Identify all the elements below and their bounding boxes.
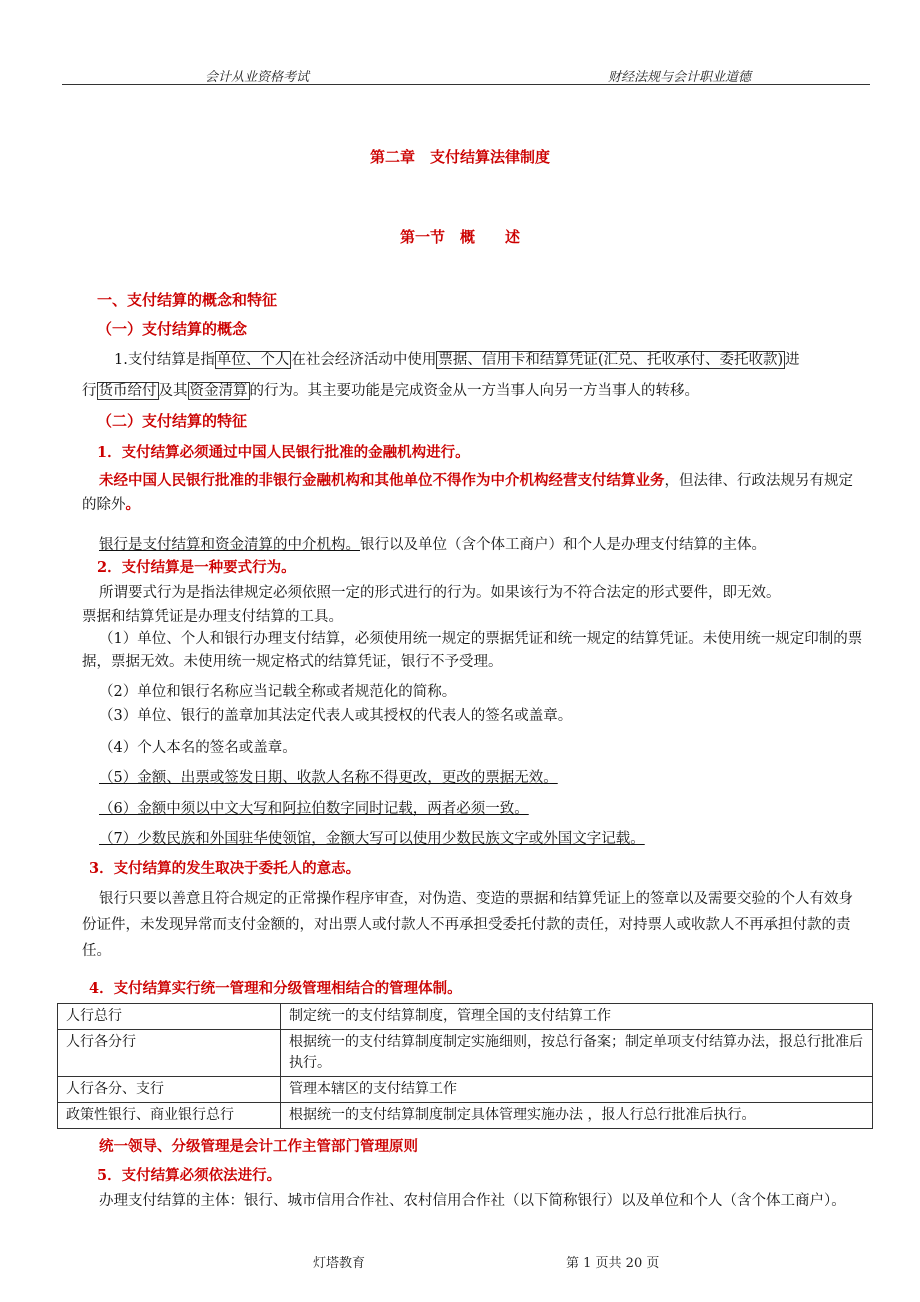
feature-2-item-6: （6）金额中须以中文大写和阿拉伯数字同时记载，两者必须一致。 [99,801,529,817]
definition-text: 及其 [158,383,188,399]
feature-2-item-4: （4）个人本名的签名或盖章。 [99,740,297,756]
feature-1-title: 1．支付结算必须通过中国人民银行批准的金融机构进行。 [97,444,470,461]
section-title: 第一节 概 述 [399,228,520,246]
feature-4-title: 4．支付结算实行统一管理和分级管理相结合的管理体制。 [89,980,462,997]
feature-2-item-2: （2）单位和银行名称应当记载全称或者规范化的简称。 [99,684,457,700]
instruments-para: 票据和结算凭证是办理支付结算的工具。 [82,609,343,625]
footer-left: 灯塔教育 [313,1256,366,1271]
feature-2-item-3: （3）单位、银行的盖章加其法定代表人或其授权的代表人的签名或盖章。 [99,708,573,724]
feature-3-title: 3．支付结算的发生取决于委托人的意志。 [89,860,361,877]
heading-concept-features: 一、支付结算的概念和特征 [97,291,278,309]
table-cell: 人行各分、支行 [58,1077,281,1103]
table-cell: 政策性银行、商业银行总行 [58,1103,281,1129]
definition-line-1 [114,348,800,369]
boxed-term-payment: 货币给付 [98,383,157,399]
heading-concept: （一）支付结算的概念 [97,320,248,338]
header-divider [62,84,870,85]
feature-2-item-1: （1）单位、个人和银行办理支付结算，必须使用统一规定的票据凭证和统一规定的结算凭证。未使用统一规定印制的票据，票据无效。未使用统一规定格式的结算凭证，银行不予受理。 [82,631,863,670]
table-row [58,1077,873,1103]
header-left: 会计从业资格考试 [205,70,310,85]
feature-1-period: 。 [125,496,140,513]
bank-intermediary-rest: 银行以及单位（含个体工商户）和个人是办理支付结算的主体。 [360,537,766,553]
table-row [58,1103,873,1129]
table-cell: 根据统一的支付结算制度制定实施细则，按总行备案；制定单项支付结算办法，报总行批准后执行。 [281,1030,873,1077]
definition-text: 在社会经济活动中使用 [291,352,437,368]
table-cell: 制定统一的支付结算制度，管理全国的支付结算工作 [281,1004,873,1030]
feature-2-item-7: （7）少数民族和外国驻华使领馆，金额大写可以使用少数民族文字或外国文字记载。 [99,831,645,847]
boxed-term-instruments: 票据、信用卡和结算凭证(汇兑、托收承付、委托收款) [438,352,784,368]
feature-3-para: 银行只要以善意且符合规定的正常操作程序审查，对伪造、变造的票据和结算凭证上的签章以及需要交验的个人有效身份证件，未发现异常而支付金额的，对出票人或付款人不再承担受委托付款的责任，对持票人或收款人不再承担付款的责任。 [82,891,853,959]
table-cell: 人行各分行 [58,1030,281,1077]
chapter-title: 第二章 支付结算法律制度 [369,148,550,166]
page-number: 第 1 页共 20 页 [566,1256,660,1271]
definition-text: 的行为。其主要功能是完成资金从一方当事人向另一方当事人的转移。 [249,383,699,399]
feature-5-title: 5．支付结算必须依法进行。 [97,1167,282,1184]
table-row [58,1004,873,1030]
feature-1-rest: ，但法律、行政法规另有规定的除外 [82,473,853,513]
bank-intermediary-underlined: 银行是支付结算和资金清算的中介机构。 [99,537,360,553]
feature-1-emphasis: 未经中国人民银行批准的非银行金融机构和其他单位不得作为中介机构经营支付结算业务 [99,472,665,489]
definition-text: 1.支付结算是指 [114,352,215,368]
heading-features: （二）支付结算的特征 [97,412,248,430]
feature-5-para: 办理支付结算的主体：银行、城市信用合作社、农村信用合作社（以下简称银行）以及单位和个人（含个体工商户）。 [99,1193,846,1209]
feature-2-title: 2．支付结算是一种要式行为。 [97,559,296,576]
table-cell: 人行总行 [58,1004,281,1030]
definition-text: 进 [785,352,800,368]
boxed-term-clearing: 资金清算 [189,383,248,399]
table-row [58,1030,873,1077]
management-principle-note: 统一领导、分级管理是会计工作主管部门管理原则 [99,1138,418,1155]
table-cell: 管理本辖区的支付结算工作 [281,1077,873,1103]
table-cell: 根据统一的支付结算制度制定具体管理实施办法 ，报人行总行批准后执行。 [281,1103,873,1129]
header-right: 财经法规与会计职业道德 [608,70,752,85]
definition-text: 行 [82,383,97,399]
feature-1-para [82,469,867,517]
boxed-term-units: 单位、个人 [216,352,290,368]
bank-intermediary-line [99,533,766,554]
formal-act-para: 所谓要式行为是指法律规定必须依照一定的形式进行的行为。如果该行为不符合法定的形式要件，即无效。 [99,585,781,601]
definition-line-2 [82,379,699,400]
feature-2-item-5: （5）金额、出票或签发日期、收款人名称不得更改，更改的票据无效。 [99,770,558,786]
management-table [57,1003,873,1129]
